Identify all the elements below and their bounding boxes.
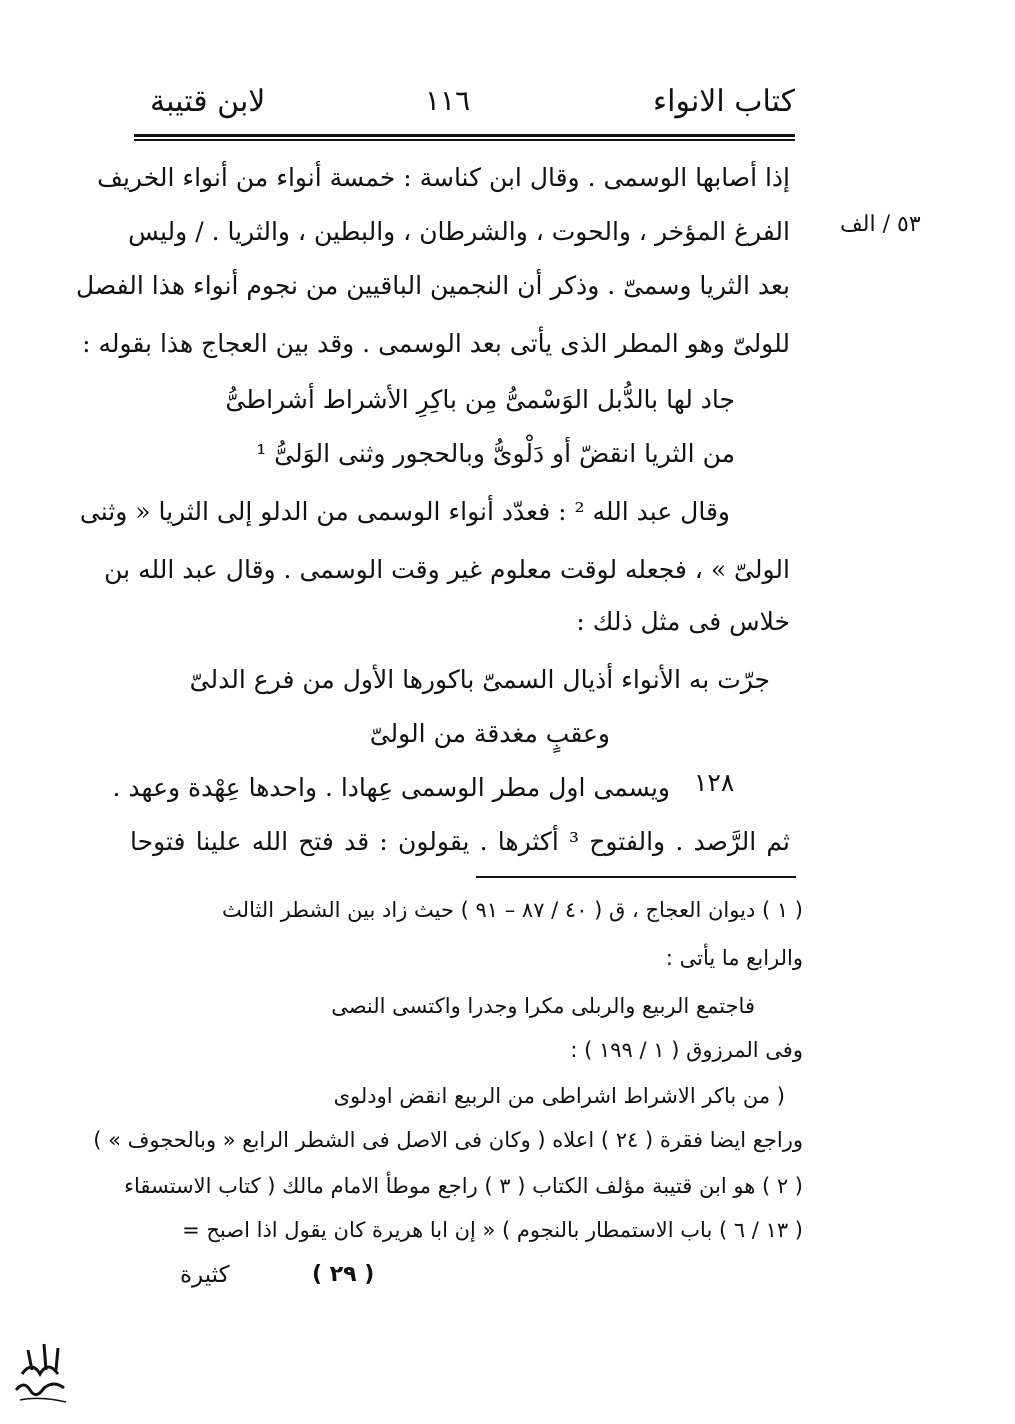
footnote-line: وفى المرزوق ( ١ / ١٩٩ ) :	[570, 1038, 803, 1062]
body-line: وقال عبد الله ² : فعدّد أنواء الوسمى من الدلو إلى الثريا « وثنى	[79, 497, 730, 526]
header-rule	[134, 134, 795, 137]
paragraph-counter: ١٢٨	[694, 768, 735, 797]
body-line: إذا أصابها الوسمى . وقال ابن كناسة : خمسة أنواء من أنواء الخريف	[97, 163, 790, 192]
body-line: الفرغ المؤخر ، والحوت ، والشرطان ، والبطين ، والثريا . / وليس	[128, 217, 790, 246]
author-name: لابن قتيبة	[150, 84, 266, 119]
book-title: كتاب الانواء	[653, 84, 795, 119]
margin-folio-note: ٥٣ / الف	[840, 212, 921, 237]
body-line: بعد الثريا وسمىّ . وذكر أن النجمين الباقيين من نجوم أنواء هذا الفصل	[75, 271, 790, 300]
catchword: كثيرة	[180, 1262, 230, 1288]
footnote-line: وراجع ايضا فقرة ( ٢٤ ) اعلاه ( وكان فى الاصل فى الشطر الرابع « وبالحجوف » )	[93, 1128, 803, 1152]
verse-line: جاد لها بالدُّبل الوَسْمىُّ مِن باكِرِ الأشراط أشراطىُّ	[225, 385, 735, 414]
library-stamp-logo	[10, 1330, 76, 1410]
body-line: الولىّ » ، فجعله لوقت معلوم غير وقت الوسمى . وقال عبد الله بن	[104, 555, 790, 584]
footnote-separator	[476, 876, 796, 878]
footnote-line: ( من باكر الاشراط اشراطى من الربيع انقض اودلوى	[333, 1084, 785, 1108]
verse-line: جرّت به الأنواء أذيال السمىّ باكورها الأول من فرع الدلىّ	[189, 665, 770, 694]
header-rule-double	[134, 139, 795, 141]
body-line: ثم الرَّصد . والفتوح ³ أكثرها . يقولون : قد فتح الله علينا فتوحا	[130, 827, 791, 856]
body-line: خلاس فى مثل ذلك :	[576, 607, 790, 636]
footnote-line: ( ٢ ) هو ابن قتيبة مؤلف الكتاب ( ٣ ) راجع موطأ الامام مالك ( كتاب الاستسقاء	[124, 1174, 803, 1198]
footnote-line: والرابع ما يأتى :	[665, 946, 803, 970]
footnote-line: ( ١ ) ديوان العجاج ، ق ( ٤٠ / ٨٧ – ٩١ ) حيث زاد بين الشطر الثالث	[222, 898, 803, 922]
running-header	[150, 84, 795, 134]
sheet-number: ( ٢٩ )	[312, 1262, 375, 1287]
footnote-line: ( ١٣ / ٦ ) باب الاستمطار بالنجوم ) « إن ابا هريرة كان يقول اذا اصبح =	[182, 1218, 803, 1242]
footnote-line: فاجتمع الربيع والربلى مكرا وجدرا واكتسى النصى	[331, 994, 755, 1018]
body-line: ويسمى اول مطر الوسمى عِهادا . واحدها عِهْدة وعهد .	[112, 773, 670, 802]
verse-line: وعقبٍ مغدقة من الولىّ	[369, 719, 610, 748]
page-number: ١١٦	[425, 84, 471, 117]
body-line: للولىّ وهو المطر الذى يأتى بعد الوسمى . وقد بين العجاج هذا بقوله :	[82, 329, 790, 358]
verse-line: من الثريا انقضّ أو دَلْوىُّ وبالحجور وثنى الوَلىُّ ¹	[256, 439, 735, 468]
